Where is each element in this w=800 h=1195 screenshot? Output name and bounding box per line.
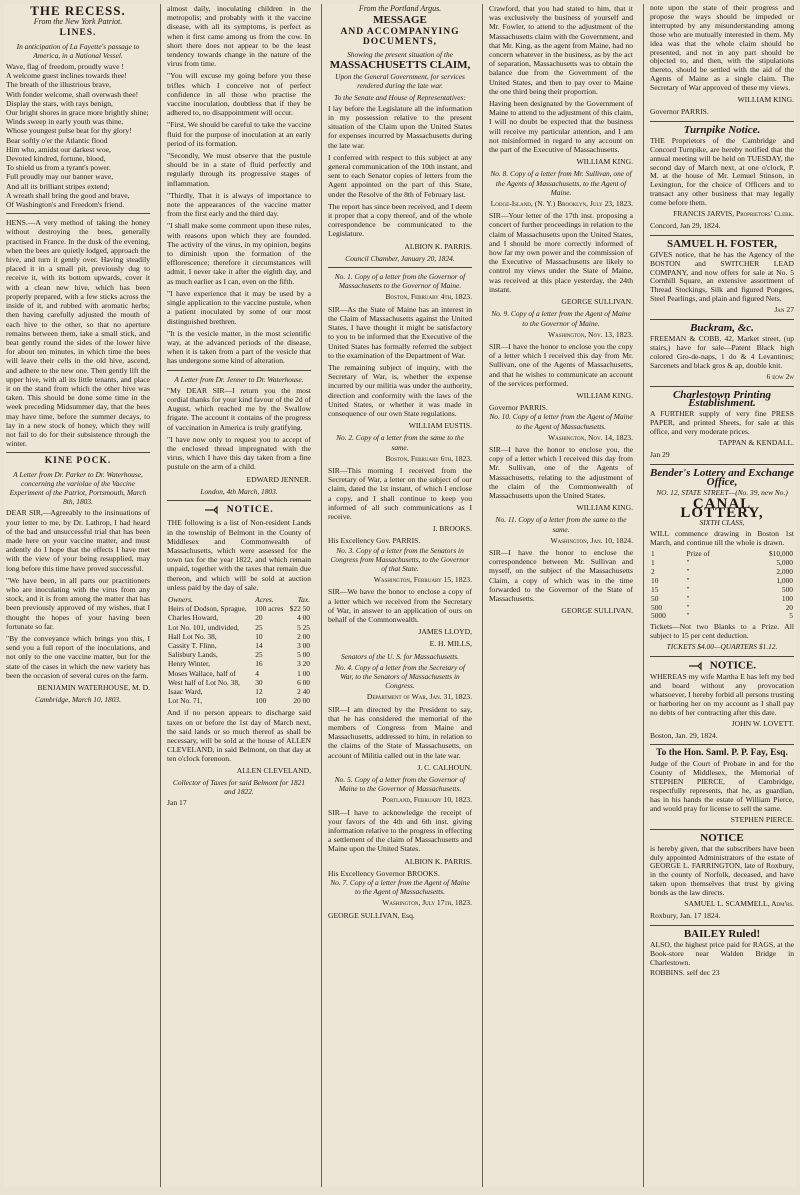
table-header-row bbox=[167, 595, 311, 604]
letter-date: Cambridge, March 10, 1803. bbox=[35, 695, 121, 705]
table-row bbox=[167, 623, 311, 632]
document-paragraph: note upon the state of their progress and propose the ways should be impeded or interrupted by any misunderstanding among those who are mutually interested in them. My idea was that the whole claim should be presented, and not in any part should be objected to, and then, with the stipulations thereto, should be settled with the aid of the Agents of Maine as a single claim. The Secretary of War approved of these my views. bbox=[650, 4, 794, 93]
table-cell: 2 00 bbox=[297, 631, 310, 641]
document-date: Portland, February 10, 1823. bbox=[382, 795, 472, 805]
message-paragraph: I lay before the Legislature all the information in my possession relative to the present situation of the Claim upon the United States for expenses incurred by Massachusetts during the late war. bbox=[328, 103, 472, 150]
document-date: Lodge-Island, (N. Y.) Brooklyn, July 23, 1823. bbox=[490, 199, 633, 209]
divider bbox=[167, 500, 311, 501]
article-paragraph: "You will excuse my going before you these trifles which I conceive not of perfect confidence in all those who practise the vaccine inoculation, doubtless that if they be adhered to, no disappointment will occur. bbox=[167, 71, 311, 118]
document-recipient: His Excellency Governor BROOKS. bbox=[328, 868, 440, 878]
table-cell: Isaac Ward, bbox=[168, 687, 203, 696]
document-date: Boston, February 6th, 1823. bbox=[385, 453, 472, 463]
ad-date: Jan 29 bbox=[650, 449, 670, 459]
document-signature: GEORGE SULLIVAN. bbox=[561, 606, 633, 616]
table-cell: 20 bbox=[785, 602, 793, 612]
message-sub-2: Upon the General Government, for services rendered during the late war. bbox=[335, 72, 465, 91]
table-row bbox=[167, 650, 311, 659]
document-paragraph: SIR—I am directed by the President to say, that he has considered the memorial of the members of Congress from Maine and Massachusetts, addressed to him, in relation to the claims of the State of Massachusetts, on account of Militia called out in the late war. bbox=[328, 704, 472, 760]
table-row bbox=[650, 550, 794, 559]
document-signature: GEORGE SULLIVAN. bbox=[561, 297, 633, 307]
table-cell: 10 bbox=[255, 631, 263, 641]
ad-signature: SAMUEL L. SCAMMELL, Adm'rs. bbox=[684, 899, 794, 909]
table-row bbox=[650, 559, 794, 568]
article-subheading: A Letter from Dr. Parker to Dr. Waterhouse, concerning the variolae of the Vaccine Experiment of the Patriot, Portsmouth, March 8th, 1803. bbox=[9, 469, 147, 507]
poem-line: And all its brilliant stripes extend; bbox=[6, 181, 110, 191]
table-header-cell: Tax. bbox=[297, 594, 310, 604]
divider bbox=[650, 319, 794, 320]
document-signature: WILLIAM EUSTIS. bbox=[408, 421, 472, 431]
ad-body: A FURTHER supply of very fine PRESS PAPER, and printed Sheets, for sale at this office, and very moderate prices. bbox=[650, 409, 794, 437]
document-heading: No. 2. Copy of a letter from the same to the same. bbox=[336, 433, 464, 452]
table-cell: " bbox=[686, 584, 690, 594]
ad-title-turnpike: Turnpike Notice. bbox=[683, 123, 761, 136]
section-subtitle: From the New York Patriot. bbox=[33, 17, 123, 27]
document-heading: No. 5. Copy of a letter from the Governor of Maine to the Governor of Massachusetts. bbox=[334, 775, 466, 794]
table-cell: " bbox=[686, 558, 690, 568]
document-paragraph: The remaining subject of inquiry, with the Secretary of War, is, whether the expense incurred by our militia was under the authority, direction and conformity with the laws of the United States, or whether it was made in consequence of our own State regulations. bbox=[328, 362, 472, 418]
ad-title-foster: SAMUEL H. FOSTER, bbox=[666, 237, 778, 250]
poem-line: To shield us from a tyrant's power. bbox=[6, 163, 111, 173]
ad-subtitle: SIXTH CLASS, bbox=[699, 518, 745, 528]
poem-line: The breath of the illustrious brave, bbox=[6, 80, 112, 90]
ad-body: Judge of the Court of Probate in and for the County of Middlesex, the Memorial of STEPHEN PIERCE, of Cambridge, respectfully represents, that he, as guardian, has in his hands the estate of William Pierce, and would pray for license to sell the same. bbox=[650, 759, 794, 813]
poem-line: Wave, flag of freedom, proudly wave ! bbox=[6, 62, 124, 72]
poem-line: Him who, amidst our darkest woe, bbox=[6, 144, 111, 154]
document-recipient: Governor PARRIS. bbox=[650, 106, 709, 116]
document-paragraph: SIR—This morning I received from the Secretary of War, a letter on the subject of our claim, dated the 1st instant, of which I enclose a copy, and I shall continue to keep you informed of all such communications as I receive. bbox=[328, 465, 472, 521]
table-cell: Henry Winter, bbox=[168, 659, 210, 669]
article-paragraph: almost daily, inoculating children in the metropolis; and probably with it the vaccine disease, with all its symptoms, is perfect as when it first came among us from the cow. In short there does not appear to be the least tendency towards change in the nature of the virus from time. bbox=[167, 4, 311, 69]
ad-date: Roxbury, Jan. 17 1824. bbox=[650, 910, 721, 920]
table-row bbox=[650, 604, 794, 613]
document-heading: No. 10. Copy of a letter from the Agent of Maine to the Agent of Massachusetts. bbox=[489, 412, 633, 431]
poem-line: Winds sweep in early youth was thine, bbox=[6, 117, 124, 127]
poem-line: Of Washington's and Freedom's friend. bbox=[6, 200, 125, 210]
document-paragraph: SIR—I have the honor to enclose you the copy of a letter which I received this day from Mr. Sullivan, one of the Agents of Massachusetts, and that he wishes to communicate an account of the services performed. bbox=[489, 341, 633, 388]
column-3 bbox=[321, 4, 474, 1187]
table-cell: 20 bbox=[255, 613, 263, 623]
table-row bbox=[167, 604, 311, 613]
notice-title: NOTICE. bbox=[226, 505, 274, 516]
poem-line: A wreath shall bring the good and brave, bbox=[6, 190, 130, 200]
table-row bbox=[167, 632, 311, 641]
ad-title-printing: Charlestown Printing Establishment. bbox=[672, 388, 772, 410]
notice-title: NOTICE. bbox=[709, 659, 756, 672]
pointing-hand-icon bbox=[688, 661, 704, 671]
poem-line: Devoted kindred, fortune, blood, bbox=[6, 154, 106, 164]
document-date: Washington, Nov. 13, 1823. bbox=[547, 329, 633, 339]
ad-title-bender: Bender's Lottery and Exchange Office, bbox=[650, 466, 794, 488]
notice-heading bbox=[167, 505, 311, 515]
table-cell: 25 bbox=[255, 650, 263, 660]
table-row bbox=[167, 696, 311, 705]
table-cell: Prize of bbox=[686, 549, 710, 559]
divider bbox=[167, 370, 311, 371]
table-cell: 2 40 bbox=[297, 687, 310, 696]
table-cell: 30 bbox=[255, 677, 263, 687]
poem-line: Whose youngest pulse beat for thy glory! bbox=[6, 126, 132, 136]
table-cell: 12 bbox=[255, 687, 263, 696]
ad-body: Tickets—Not two Blanks to a Prize. All subject to 15 per cent deduction. bbox=[650, 622, 794, 641]
table-row bbox=[650, 586, 794, 595]
table-cell: $10,000 bbox=[768, 549, 793, 559]
ad-prices: TICKETS $4.00—QUARTERS $1.12. bbox=[666, 642, 778, 652]
table-row bbox=[650, 577, 794, 586]
divider bbox=[650, 464, 794, 465]
article-heading: KINE POCK. bbox=[44, 456, 112, 467]
document-recipient: His Excellency Gov. PARRIS. bbox=[328, 536, 421, 546]
document-heading: No. 11. Copy of a letter from the same to the same. bbox=[495, 515, 627, 534]
table-cell: 6 00 bbox=[297, 677, 310, 687]
message-signature: ALBION K. PARRIS. bbox=[404, 241, 472, 251]
document-date: Boston, February 4th, 1823. bbox=[385, 292, 472, 302]
document-heading: No. 7. Copy of a letter from the Agent of Maine to the Agent of Massachusetts. bbox=[330, 878, 470, 897]
table-cell: 500 bbox=[781, 584, 793, 594]
document-paragraph: Having been designated by the Government of Maine to attend to the adjustment of this claim, I will no doubt be expected that the business will receive my particular attention, and I am not misinformed in regard to any account on the part of the Executive of Massachusetts. bbox=[489, 99, 633, 155]
article-paragraph: "By the conveyance which brings you this, I send you a full report of the inoculations, and not only to the one vaccine matter, but for the state of the cases in which the new variety has been the occasion of several cures on the farm. bbox=[6, 634, 150, 680]
document-date: Washington, February 15, 1823. bbox=[373, 575, 472, 585]
document-date: Washington, Jan. 10, 1824. bbox=[550, 535, 633, 545]
divider bbox=[650, 386, 794, 387]
ad-title-notice bbox=[650, 661, 794, 671]
table-row bbox=[167, 678, 311, 687]
table-row bbox=[167, 641, 311, 650]
table-cell: Charles Howard, bbox=[168, 613, 219, 623]
document-signature: I. BROOKS. bbox=[432, 524, 472, 534]
ad-body: is hereby given, that the subscribers have been duly appointed Administrators of the estate of GEORGE L. FARRINGTON, late of Roxbury, in the county of Norfolk, deceased, and have taken upon themselves that trust by giving bonds as the law directs. bbox=[650, 843, 794, 898]
divider bbox=[650, 656, 794, 657]
table-cell: Lot No. 71, bbox=[168, 696, 203, 706]
section-title: THE RECESS. bbox=[30, 4, 126, 18]
document-paragraph: SIR—I have the honor to enclose the correspondence between Mr. Sullivan and myself, on the subject of the Massachusetts Claim, a copy of which was in the time forwarded to the Governor of the State of Massachusetts. bbox=[489, 547, 633, 603]
table-cell: 500 bbox=[651, 602, 663, 612]
table-cell: $22 50 bbox=[289, 604, 310, 614]
table-cell: " bbox=[686, 566, 690, 576]
table-cell: " bbox=[686, 593, 690, 603]
notice-footer: And if no person appears to discharge said taxes on or before the 1st day of March next, the said lands or so much thereof as shall be necessary, will be sold at the house of ALLEN CLEVELAND, in said Belmont, on that day at ten o'clock forenoon. bbox=[167, 708, 311, 764]
divider bbox=[650, 121, 794, 122]
document-paragraph: SIR—As the State of Maine has an interest in the Claim of Massachusetts against the United States, I have thought it might be satisfactory to you to be informed that the Executive of the United States has formally referred the subject to the examination of the Department of War. bbox=[328, 304, 472, 360]
letter-signature: BENJAMIN WATERHOUSE, M. D. bbox=[37, 683, 150, 693]
document-heading: No. 3. Copy of a letter from the Senators in Congress from Massachusetts, to the Governor of that State. bbox=[330, 545, 470, 573]
message-paragraph: I conferred with respect to this subject at any general communication of the 10th instant, and sent to each Senator copies of letters from the Agent appointed on the part of this State, under the Resolve of the 8th of February last. bbox=[328, 152, 472, 199]
table-cell: " bbox=[686, 611, 690, 621]
article-paragraph: DEAR SIR,—Agreeably to the insinuations of your letter to me, by Dr. Lathrop, I had heard of the bad and unsuccessful trial that has been made here on your vaccine matter, and must ardently do I hope that the effects I have met with the view of your being resupplied, may long before this time have proved successful. bbox=[6, 508, 150, 573]
column-2 bbox=[160, 4, 313, 1187]
prize-table bbox=[650, 550, 794, 621]
table-row bbox=[167, 659, 311, 668]
ad-body: GIVES notice, that he has the Agency of the BOSTON and SWITCHER LEAD COMPANY, and now offers for sale at No. 5 Cornhill Square, an extensive assortment of Thread Stockings, Silk and figured Pongees, Steel Pearlings, and plain and figured Nets. bbox=[650, 249, 794, 304]
tax-table bbox=[167, 595, 311, 705]
table-cell: 3 20 bbox=[297, 659, 310, 669]
table-cell: 4 00 bbox=[297, 613, 310, 623]
ad-title-bailey: BAILEY Ruled! bbox=[683, 927, 761, 940]
table-cell: Moses Wallace, half of bbox=[168, 668, 236, 678]
document-date: Washington, Nov. 14, 1823. bbox=[547, 432, 633, 442]
article-paragraph: "It is the vesicle matter, in the most scientific way, at the advanced periods of the disease, when it is taken from a part of the vesicle that has undergone some kind of alteration. bbox=[167, 328, 311, 366]
table-row bbox=[167, 669, 311, 678]
document-recipient: Governor PARRIS. bbox=[489, 403, 548, 413]
ad-date: Concord, Jan 29, 1824. bbox=[650, 220, 721, 230]
table-cell: 5,000 bbox=[776, 558, 793, 568]
column-1 bbox=[4, 4, 152, 1187]
table-cell: 3 00 bbox=[297, 640, 310, 650]
divider bbox=[6, 452, 150, 453]
divider bbox=[650, 829, 794, 830]
table-cell: 1,000 bbox=[776, 575, 793, 585]
table-cell: Cassity T. Flinn, bbox=[168, 640, 217, 650]
article-paragraph: "First, We should be careful to take the vaccine fluid for the purpose of inoculation at an early period of its formation. bbox=[167, 120, 311, 148]
message-date: Council Chamber, January 20, 1824. bbox=[345, 253, 455, 263]
document-signature: WILLIAM KING. bbox=[737, 95, 794, 105]
poem-line: A welcome guest inclines towards thee! bbox=[6, 71, 127, 81]
ad-signature: FRANCIS JARVIS, Proprietors' Clerk. bbox=[673, 209, 794, 219]
document-paragraph: SIR—I have the honor to enclose you, the copy of a letter which I received this day from Mr. Sullivan, one of the Agents of Massachusetts, relating to the adjustment of the claim of the Commonwealth of Massachusetts upon the United States. bbox=[489, 444, 633, 500]
table-header-cell: Acres. bbox=[255, 594, 274, 604]
table-cell: 20 00 bbox=[293, 696, 310, 706]
story-paragraph: HENS.—A very method of taking the honey without destroying the bees, generally practised in France. In the dusk of the evening, when the bees are quietly lodged, approach the hive, and turn it gently over. Having steadily placed it in a small pit, previously dug to receive it, with its bottom upwards, cover it with a clean new hive, which has been properly prepared, with a few sticks across the inside of it, and rubbed with aromatic herbs; then having carefully adjusted the mouth of each hive to the other, so that no aperture remains between them, take a small stick, and beat gently round the sides of the lower hive for about ten minutes, in which time the bees will leave their cells in the old hive, ascend, and adhere to the new one. Then gently lift the upper hive, with all its little tenants, and place it on the stand from which the other hive was taken. This should be done some time in the week preceding Midsummer day, that the bees may have time, before the summer decays, to lay in a new stock of honey, which they will not fail to do for their subsistence through the winter. bbox=[6, 218, 150, 449]
ad-body: FREEMAN & COBB, 42, Market street, (up stairs,) have for sale—Patent Black high colored Gro-de-naps, 1 do & 4 Levantines; Sarcenets and black gros & ap, double knit. bbox=[650, 334, 794, 370]
letter-heading: A Letter from Dr. Jenner to Dr. Waterhouse. bbox=[174, 374, 304, 384]
table-cell: West half of Lot No. 38, bbox=[168, 677, 240, 687]
poem-line: Bear softly o'er the Atlantic flood bbox=[6, 135, 108, 145]
ad-title-administrators: NOTICE bbox=[700, 831, 744, 844]
pointing-hand-icon bbox=[204, 505, 220, 515]
document-heading: No. 1. Copy of a letter from the Governor of Massachusetts to the Governor of Maine. bbox=[334, 272, 466, 291]
document-role: Senators of the U. S. for Massachusetts. bbox=[340, 651, 460, 661]
divider bbox=[650, 744, 794, 745]
column-4 bbox=[482, 4, 635, 1187]
table-cell: 15 bbox=[651, 584, 659, 594]
table-cell: 5 25 bbox=[297, 622, 310, 632]
ad-signature: JOHN W. LOVETT. bbox=[731, 718, 794, 728]
document-signature: J. C. CALHOUN. bbox=[417, 762, 472, 772]
document-date: Washington, July 17th, 1823. bbox=[382, 898, 472, 908]
ad-address: NO. 12, STATE STREET—(No. 39, new No.) bbox=[656, 487, 788, 497]
document-signature: JAMES LLOYD, bbox=[418, 627, 472, 637]
source-line: From the Portland Argus. bbox=[358, 4, 442, 13]
document-heading: No. 4. Copy of a letter from the Secretary of War, to the Senators of Massachusetts in Congress. bbox=[335, 662, 465, 691]
table-cell: 5 bbox=[789, 611, 793, 621]
table-cell: 2 bbox=[651, 566, 655, 576]
notice-role: Collector of Taxes for said Belmont for 1821 and 1822. bbox=[172, 777, 306, 797]
document-signature: WILLIAM KING. bbox=[576, 390, 633, 400]
ad-date: ROBBINS. self dec 23 bbox=[650, 968, 720, 978]
article-paragraph: "I shall make some comment upon these rules, with reasons upon which they are founded. The activity of the virus, in my opinion, begins to diminish upon the formation of the efflorescence; therefore it circumstances will admit, I never take it after the eighth day, and as much earlier as I can, even on the fifth. bbox=[167, 221, 311, 286]
letter-paragraph: "I have now only to request you to accept of the enclosed thread impregnated with the virus, which I have this day taken from a fine pustule on the arm of a child. bbox=[167, 434, 311, 472]
table-cell: 50 bbox=[651, 593, 659, 603]
ad-date: Jan 27 bbox=[774, 305, 794, 315]
table-row bbox=[167, 613, 311, 622]
ad-body: THE Proprietors of the Cambridge and Concord Turnpike, are hereby notified that the annual meeting will be held on TUESDAY, the second day of March next, at one o'clock, P. M. at the house of Mr. Lemuel Stinson, in Lexington, for the choice of Officers and to transact any other business that may legally come before them. bbox=[650, 135, 794, 208]
ad-title-buckram: Buckram, &c. bbox=[690, 322, 754, 335]
table-cell: 10 bbox=[651, 575, 659, 585]
document-paragraph: SIR—I have to acknowledge the receipt of your favors of the 4th and 6th inst. giving information relative to the progress in effecting a settlement of the claim of Massachusetts and Maine upon the United States. bbox=[328, 807, 472, 854]
table-row bbox=[167, 687, 311, 696]
document-signature: WILLIAM KING. bbox=[576, 503, 633, 513]
newspaper-page bbox=[4, 4, 796, 1187]
document-heading: No. 8. Copy of a letter from Mr. Sullivan, one of the Agents of Massachusetts, to the Agent of Maine. bbox=[490, 169, 632, 197]
ad-body: WHEREAS my wife Martha E has left my bed and board without any provocation whatsoever, I hereby forbid all persons trusting or harboring her on my account as I shall pay no debts of her contracting after this date. bbox=[650, 672, 794, 717]
document-paragraph: SIR—We have the honor to enclose a copy of a letter which we received from the Secretary of War, in answer to an application of ours on behalf of the Commonwealth. bbox=[328, 587, 472, 624]
poem-line: With fonder welcome, shall overwash thee! bbox=[6, 89, 139, 99]
table-row bbox=[650, 568, 794, 577]
document-heading: No. 9. Copy of a letter from the Agent of Maine to the Governor of Maine. bbox=[491, 309, 631, 328]
poem-line: Our bright shores in grace more brightly shine; bbox=[6, 108, 149, 118]
table-cell: 1 bbox=[651, 558, 655, 568]
table-cell: 14 bbox=[255, 640, 263, 650]
ad-title-probate: To the Hon. Saml. P. P. Fay, Esq. bbox=[656, 748, 788, 759]
table-row bbox=[650, 612, 794, 621]
document-signature: ALBION K. PARRIS. bbox=[404, 856, 472, 866]
ad-date: Boston, Jan. 29, 1824. bbox=[650, 730, 718, 740]
document-paragraph: SIR—Your letter of the 17th inst. proposing a concert of further proceedings in relation to the claim of Massachusetts upon the United States, and I should be more correctly informed of how far my own power and the commission of the Executive of Massachusetts are likely to control my views under the State of Maine, was received at this place yesterday, the 24th instant. bbox=[489, 211, 633, 294]
article-paragraph: "Thirdly, That it is always of importance to note the appearances of the vaccine matter from the first early and the third day. bbox=[167, 190, 311, 219]
column-5 bbox=[643, 4, 796, 1187]
article-paragraph: "Secondly, We must observe that the pustule should be in a state of fluid perfectly and regularly through its progressive stages of inflammation. bbox=[167, 151, 311, 188]
document-recipient: GEORGE SULLIVAN, Esq. bbox=[328, 910, 415, 920]
table-cell: 100 acres bbox=[255, 604, 284, 614]
notice-body: THE following is a list of Non-resident Lands in the township of Belmont in the County of Middlesex and Commonwealth of Massachusetts, which were assessed for the town tax for the year 1822, and which remain unpaid, together with the taxes that remain due thereon, and which will be sold at auction unless paid by the day of sale. bbox=[167, 518, 311, 592]
ad-date: 6 eow 2w bbox=[766, 371, 794, 381]
table-header-cell: Owners. bbox=[168, 594, 193, 604]
ad-signature: TAPPAN & KENDALL. bbox=[718, 438, 794, 448]
divider bbox=[328, 267, 472, 268]
message-paragraph: The report has since been received, and I deem it proper that a copy thereof, and of the whole correspondence be communicated to the Legislature. bbox=[328, 201, 472, 239]
document-signature: E. H. MILLS, bbox=[429, 639, 472, 649]
table-cell: 5 00 bbox=[297, 650, 310, 660]
table-cell: Salisbury Lands, bbox=[168, 650, 218, 660]
article-paragraph: "We have been, in all parts our practitioners who are inoculating with the virus from any stock, and it is from among the matter that has been previously approved of my wishes, that I thought the hopes of your having been fortunate so far. bbox=[6, 575, 150, 631]
document-paragraph: Crawford, that you had stated to him, that it was exclusively the business of yourself and Mr. Fowler, to attend to the adjustment of the Massachusetts claim with the Government, and that Mr. King, as the agent from Maine, had no concern whatever in the business, as by the act of separation, Massachusetts was to obtain the balance due from the Government of the United States, and then to pay over to Maine the one third being their proportion. bbox=[489, 4, 633, 96]
poem-heading: LINES. bbox=[59, 28, 97, 39]
ad-title-canal: CANAL LOTTERY, bbox=[680, 495, 764, 521]
table-cell: 2,000 bbox=[776, 566, 793, 576]
message-title: MESSAGE bbox=[373, 14, 427, 27]
letter-paragraph: "My DEAR SIR—I return you the most cordial thanks for your kind favour of the 2d of August, which reached me by the Swallow frigate. The account it contains of the progress of vaccination in America is truly gratifying. bbox=[167, 385, 311, 432]
divider bbox=[650, 925, 794, 926]
table-cell: 100 bbox=[255, 696, 267, 706]
table-cell: " bbox=[686, 575, 690, 585]
table-cell: " bbox=[686, 602, 690, 612]
table-row bbox=[650, 595, 794, 604]
letter-date: London, 4th March, 1803. bbox=[200, 486, 278, 496]
table-cell: 5000 bbox=[651, 611, 666, 621]
message-sub: Showing the present situation of the bbox=[347, 49, 453, 59]
poem bbox=[6, 62, 150, 209]
table-cell: 100 bbox=[781, 593, 793, 603]
message-title-3: MASSACHUSETTS CLAIM, bbox=[329, 59, 471, 72]
table-cell: Hall Lot No. 38, bbox=[168, 631, 217, 641]
poem-subheading: In anticipation of La Fayette's passage to America, in a National Vessel. bbox=[16, 41, 140, 60]
notice-signature: ALLEN CLEVELAND, bbox=[236, 765, 311, 775]
letter-signature: EDWARD JENNER. bbox=[246, 474, 311, 484]
table-cell: 1 00 bbox=[297, 668, 310, 678]
divider bbox=[650, 235, 794, 236]
poem-line: Full proudly may our banner wave, bbox=[6, 172, 114, 182]
poem-line: Display the stars, with rays benign, bbox=[6, 98, 113, 108]
table-cell: 16 bbox=[255, 659, 263, 669]
table-cell: 1 bbox=[651, 549, 655, 559]
ad-body: ALSO, the highest price paid for RAGS, at the Book-store near Walden Bridge in Charlestown. bbox=[650, 939, 794, 967]
notice-date: Jan 17 bbox=[167, 798, 187, 808]
document-date: Department of War, Jan. 31, 1823. bbox=[366, 692, 472, 702]
table-cell: Heirs of Dodson, Sprague, bbox=[168, 604, 247, 614]
table-cell: 25 bbox=[255, 622, 263, 632]
ad-signature: STEPHEN PIERCE. bbox=[730, 814, 794, 824]
document-signature: WILLIAM KING. bbox=[576, 157, 633, 167]
table-cell: Lot No. 101, undivided, bbox=[168, 622, 240, 632]
divider bbox=[6, 213, 150, 214]
ad-body: WILL commence drawing in Boston 1st March, and continue till the whole is drawn. bbox=[650, 529, 794, 548]
article-paragraph: "I have experience that it may be used by a single application to the vaccine pustule, when a patient inoculated by some of our most distinguished brethren. bbox=[167, 288, 311, 326]
message-title-2: AND ACCOMPANYING DOCUMENTS, bbox=[340, 27, 460, 47]
table-cell: 4 bbox=[255, 668, 259, 678]
address-line: To the Senate and House of Representatives: bbox=[334, 92, 466, 102]
